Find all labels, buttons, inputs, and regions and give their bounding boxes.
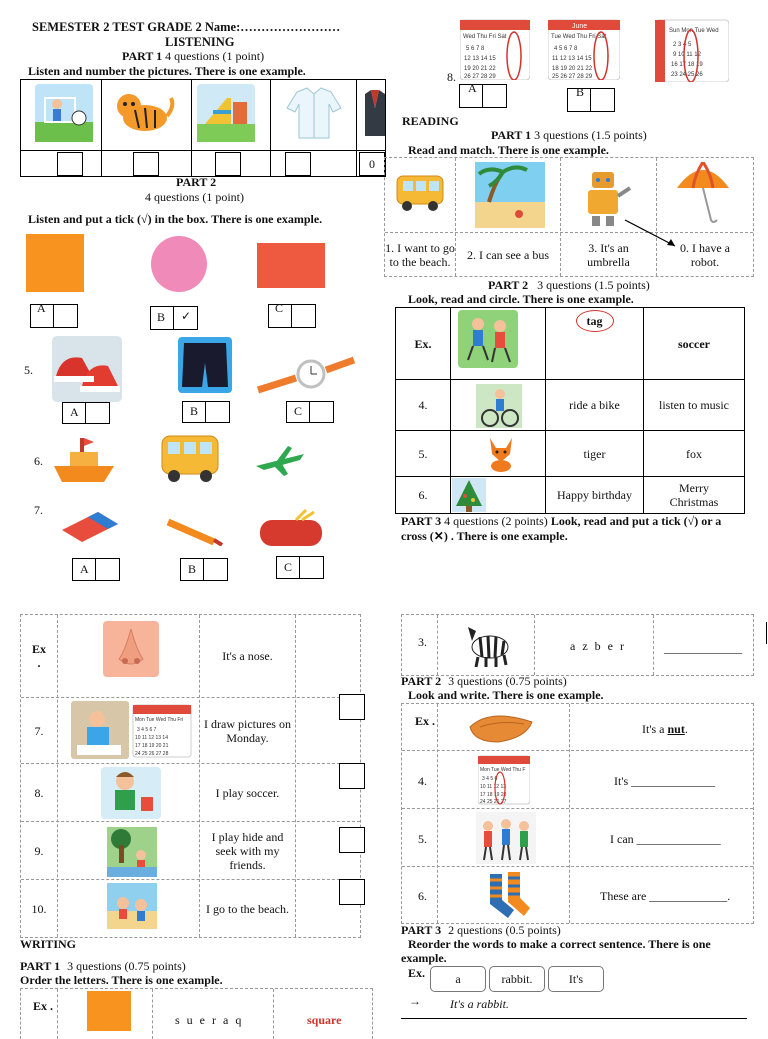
pencil-case-picture	[256, 508, 326, 550]
circled-answer	[546, 308, 643, 334]
almond-nut-picture	[466, 710, 538, 744]
option-b: soccer	[678, 336, 710, 351]
option-a[interactable]: ride a bike	[569, 398, 620, 412]
svg-text:17 18 19 20: 17 18 19 20	[480, 792, 507, 798]
statement-text: I draw pictures on Monday.	[204, 716, 291, 745]
airplane-picture	[254, 444, 306, 478]
listening-part1-table	[20, 79, 386, 177]
option-a[interactable]: tiger	[583, 446, 606, 461]
listening-part2-instruction: Listen and put a tick (√) in the box. There is one example.	[28, 212, 323, 226]
writing-heading: WRITING	[20, 937, 77, 951]
svg-text:2 3 4 5: 2 3 4 5	[673, 42, 692, 48]
playground-picture	[197, 84, 255, 142]
choice-box-a[interactable]	[72, 558, 120, 581]
option-b[interactable]: Merry Christmas	[669, 481, 719, 509]
sneakers-picture	[52, 336, 122, 402]
order-letters-table-cont	[401, 614, 754, 676]
circled-word: tag	[576, 310, 614, 332]
crayon-picture	[164, 516, 226, 546]
answer-box[interactable]	[57, 152, 83, 176]
row-number: 6.	[418, 488, 428, 502]
row-number: 9.	[34, 843, 44, 858]
row-number: Ex .	[33, 999, 54, 1013]
listening-part1-heading	[122, 49, 264, 64]
part-detail: 3 questions (0.75 points)	[67, 959, 186, 973]
sentence-blank[interactable]: These are _____________.	[600, 889, 731, 903]
scrambled-letters: s u e r a q	[175, 1013, 244, 1027]
test-title: SEMESTER 2 TEST GRADE 2 Name:……………………	[32, 20, 341, 34]
part-label: PART 1	[20, 959, 61, 973]
part-detail: 3 questions (1.5 points)	[534, 128, 647, 142]
watch-picture	[256, 356, 356, 396]
choice-box-c[interactable]	[276, 556, 324, 579]
listening-part2-heading: PART 2	[176, 175, 217, 189]
write-part2-instruction: Look and write. There is one example.	[408, 688, 604, 702]
part-detail: 4 questions (1 point)	[165, 49, 265, 63]
row-number: 4.	[418, 398, 428, 412]
svg-text:25 26 27 28 29: 25 26 27 28 29	[552, 74, 593, 80]
row-number: Ex.	[414, 336, 432, 351]
boy-soccer-picture	[101, 767, 161, 819]
question-number: 6.	[34, 454, 43, 468]
answer-box[interactable]	[215, 152, 241, 176]
shirt-picture	[283, 84, 345, 142]
answer-box[interactable]	[133, 152, 159, 176]
row-number: 8.	[34, 785, 44, 800]
order-letters-table	[20, 988, 373, 1039]
choice-label: B	[157, 310, 166, 324]
choice-box-b[interactable]	[150, 306, 198, 330]
choice-box-c[interactable]	[286, 401, 334, 423]
reading-part3-heading	[401, 514, 746, 544]
tick-box[interactable]	[339, 827, 365, 853]
svg-text:18 19 20 21 22: 18 19 20 21 22	[552, 66, 593, 72]
match-text: 0. I have a robot.	[680, 240, 730, 269]
choice-label: A	[80, 562, 89, 576]
choice-label: B	[188, 562, 197, 576]
tiger-picture	[113, 84, 175, 142]
writing-part1-heading	[20, 959, 186, 974]
boat-picture	[52, 434, 116, 486]
svg-text:Mon Tue Wed Thu F: Mon Tue Wed Thu F	[480, 767, 526, 773]
sentence-blank[interactable]: It's ______________	[614, 774, 716, 788]
answer-line	[401, 1018, 747, 1019]
red-rectangle	[257, 243, 325, 288]
calendar-picture	[655, 18, 729, 82]
hide-and-seek-picture	[107, 827, 157, 877]
eraser-picture	[58, 506, 122, 546]
calendar-picture	[548, 16, 620, 80]
part-instruction: Look, read and put a tick (√) or a cross (✕) . There is one example.	[401, 514, 722, 543]
soccer-goal-picture	[35, 84, 93, 142]
answer-box[interactable]	[285, 152, 311, 176]
look-write-table	[401, 703, 754, 924]
row-number: 6.	[418, 889, 427, 903]
svg-text:5 6 7 8: 5 6 7 8	[466, 46, 485, 52]
answer-blank[interactable]: _____________	[664, 641, 742, 655]
part-detail: 3 questions (1.5 points)	[537, 278, 650, 292]
listening-heading: LISTENING	[165, 35, 235, 49]
orange-square	[26, 234, 84, 292]
match-text: 3. It's an umbrella	[587, 240, 630, 269]
pink-circle	[151, 236, 207, 292]
match-text: 2. I can see a bus	[467, 247, 549, 262]
choice-box-a[interactable]	[62, 402, 110, 424]
svg-text:3 4 5 6 7: 3 4 5 6 7	[137, 727, 157, 733]
children-playing-tag-picture	[458, 310, 518, 368]
circle-table	[395, 307, 745, 514]
example-answer-box: 0	[359, 152, 385, 176]
reading-part2-heading	[488, 278, 650, 293]
example-answer: nut	[667, 722, 685, 736]
option-b[interactable]: fox	[686, 446, 702, 461]
statement-text: I play hide and seek with my friends.	[211, 829, 284, 872]
word-card[interactable]: a	[430, 966, 486, 992]
listening-part2-detail: 4 questions (1 point)	[145, 190, 244, 204]
orange-square-picture	[87, 991, 131, 1031]
tick-cross-table	[20, 614, 361, 938]
example-answer: square	[307, 1013, 342, 1027]
nose-picture	[103, 621, 159, 677]
children-exercise-picture	[476, 812, 536, 864]
tick-box[interactable]	[339, 763, 365, 789]
svg-text:24 25 26 27 28: 24 25 26 27 28	[135, 751, 169, 757]
sentence-suffix: .	[684, 722, 688, 736]
vest-picture	[361, 88, 385, 140]
svg-text:Tue Wed Thu Fri Sat: Tue Wed Thu Fri Sat	[551, 34, 607, 40]
scrambled-letters: a z b e r	[570, 639, 626, 653]
page-edge-marker	[766, 622, 767, 644]
svg-text:26 27 28 29: 26 27 28 29	[464, 74, 496, 80]
ride-bike-picture	[476, 384, 522, 428]
svg-text:11 12 13 14 15: 11 12 13 14 15	[552, 56, 592, 62]
part-detail: 2 questions (0.5 points)	[448, 923, 561, 937]
beach-trip-picture	[107, 883, 157, 929]
choice-box-a[interactable]	[459, 81, 507, 108]
svg-text:Sun Mon Tue Wed: Sun Mon Tue Wed	[669, 28, 719, 34]
write-part3-heading	[401, 923, 561, 938]
svg-text:Wed Thu Fri Sat: Wed Thu Fri Sat	[463, 34, 507, 40]
svg-text:4 5 6 7 8: 4 5 6 7 8	[554, 46, 578, 52]
row-number: 7.	[34, 723, 44, 738]
zebra-picture	[464, 619, 514, 669]
option-a[interactable]: Happy birthday	[557, 488, 632, 502]
statement-text: I go to the beach.	[206, 901, 289, 916]
row-number: 10.	[31, 901, 47, 916]
choice-label: C	[294, 404, 303, 418]
arrow-icon: →	[409, 994, 421, 1008]
row-number: Ex .	[415, 714, 436, 728]
option-b[interactable]: listen to music	[659, 398, 729, 412]
word-card[interactable]: rabbit.	[489, 966, 545, 992]
word-card[interactable]: It's	[548, 966, 604, 992]
calendar-picture	[460, 16, 530, 80]
row-number: 3.	[418, 635, 427, 649]
part-label: PART 2	[488, 278, 529, 292]
shorts-picture	[178, 337, 232, 393]
sentence-blank[interactable]: I can ______________	[610, 832, 721, 846]
svg-text:16 17 18 19: 16 17 18 19	[671, 62, 703, 68]
calendar-month-label: June	[572, 23, 588, 30]
listening-part1-instruction: Listen and number the pictures. There is one example.	[28, 64, 306, 78]
umbrella-picture	[675, 162, 731, 224]
part-label: PART 1	[491, 128, 532, 142]
part-label: PART 3	[401, 923, 442, 937]
bus-picture	[395, 172, 445, 212]
example-label: Ex.	[408, 966, 426, 980]
choice-label: B	[576, 85, 585, 99]
svg-text:10 11 12 13 14: 10 11 12 13 14	[135, 735, 168, 741]
question-number: 8.	[447, 70, 456, 84]
statement-text: It's a nose.	[222, 649, 273, 663]
row-number: 5.	[418, 832, 427, 846]
row-number: Ex .	[31, 642, 46, 670]
choice-box-a[interactable]	[30, 301, 78, 328]
svg-text:17 18 19 20 21: 17 18 19 20 21	[135, 743, 169, 749]
svg-text:12 13 14 15: 12 13 14 15	[464, 56, 496, 62]
beach-picture	[475, 162, 545, 228]
example-sentence: It's a rabbit.	[450, 997, 509, 1011]
svg-text:Mon Tue Wed Thu Fri: Mon Tue Wed Thu Fri	[135, 717, 184, 723]
part-detail: 3 questions (0.75 points)	[448, 674, 567, 688]
part-label: PART 1	[122, 49, 163, 63]
row-number: 4.	[418, 774, 427, 788]
choice-label: B	[190, 404, 199, 418]
write-part2-heading	[401, 674, 567, 689]
sentence	[642, 722, 688, 737]
choice-label: A	[468, 81, 477, 95]
svg-text:3 4 5 6: 3 4 5 6	[482, 776, 498, 782]
svg-text:24 25 26 27: 24 25 26 27	[480, 799, 507, 805]
tick-box[interactable]	[339, 879, 365, 905]
question-number: 7.	[34, 503, 43, 517]
question-number: 5.	[24, 363, 33, 377]
tick-box[interactable]	[339, 694, 365, 720]
sentence-prefix: It's a	[642, 722, 668, 736]
reading-part2-instruction: Look, read and circle. There is one example.	[408, 292, 634, 306]
part-label: PART 2	[401, 674, 442, 688]
socks-picture	[484, 870, 532, 922]
svg-text:19 20 21 22: 19 20 21 22	[464, 66, 496, 72]
choice-box-b[interactable]	[567, 85, 615, 112]
writing-part1-instruction: Order the letters. There is one example.	[20, 973, 223, 987]
svg-text:10 11 12 13: 10 11 12 13	[480, 784, 507, 790]
svg-text:23 24 25 26: 23 24 25 26	[671, 72, 703, 78]
christmas-tree-picture	[452, 478, 486, 512]
draw-pictures-calendar-picture	[71, 701, 193, 759]
reading-part1-heading	[491, 128, 647, 143]
match-text: 1. I want to go to the beach.	[385, 240, 455, 269]
part-detail: 4 questions (2 points)	[444, 514, 548, 528]
part-label: PART 3	[401, 514, 442, 528]
fox-picture	[484, 434, 518, 474]
svg-text:9 10 11 12: 9 10 11 12	[673, 52, 701, 58]
choice-label: C	[284, 560, 293, 574]
reading-part1-instruction: Read and match. There is one example.	[408, 143, 609, 157]
choice-box-b[interactable]	[180, 558, 228, 581]
choice-label: C	[275, 301, 284, 315]
choice-box-b[interactable]	[182, 401, 230, 423]
choice-label: A	[70, 405, 79, 419]
reading-heading: READING	[402, 114, 459, 128]
bus-picture	[158, 430, 222, 484]
match-table	[384, 157, 754, 277]
statement-text: I play soccer.	[215, 785, 280, 800]
write-part3-instruction: Reorder the words to make a correct sentence. There is one example.	[401, 937, 711, 965]
calendar-picture	[478, 754, 530, 806]
row-number: 5.	[418, 446, 428, 461]
tick-mark: ✓	[181, 309, 192, 323]
choice-label: A	[37, 301, 46, 315]
choice-box-c[interactable]	[268, 301, 316, 328]
